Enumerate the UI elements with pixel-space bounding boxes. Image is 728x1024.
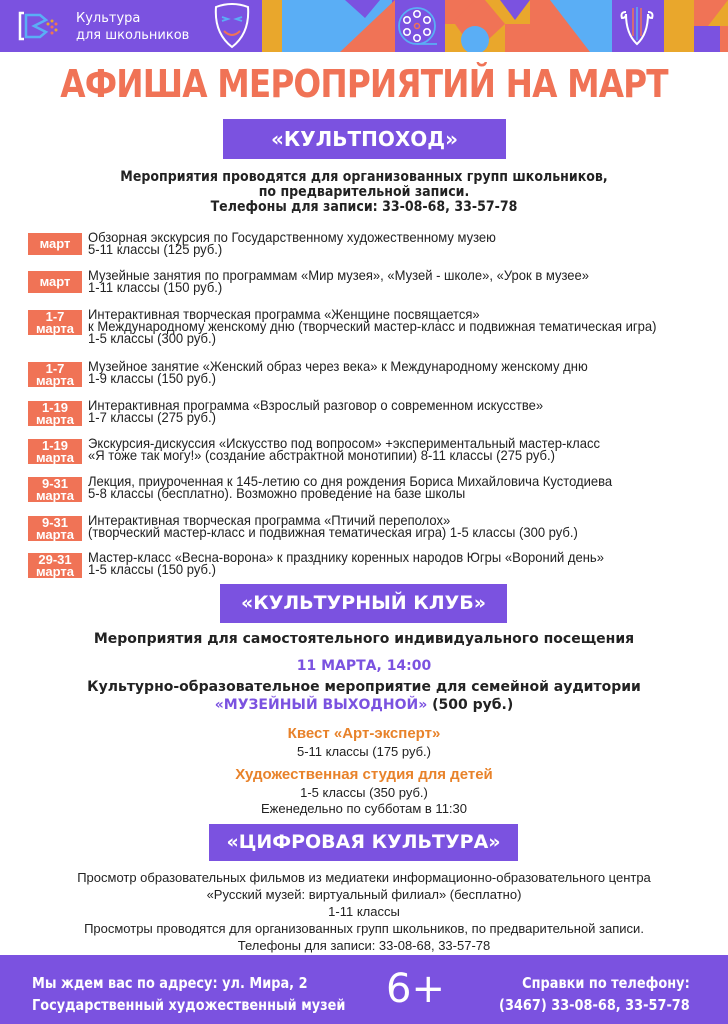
date-month: марта <box>35 411 75 427</box>
section-title-kultpohod: «КУЛЬТПОХОД» <box>223 119 506 159</box>
date-month: марта <box>35 449 75 465</box>
event-line: Лекция, приуроченная к 145-летию со дня рождения Бориса Михайловича Кустодиева <box>88 473 613 489</box>
event-text <box>88 475 612 499</box>
brand-line-1: Культура <box>76 11 141 26</box>
event-line: 5-8 классы (бесплатно). Возможно проведение на базе школы <box>88 485 466 501</box>
film-reel-icon <box>395 4 441 48</box>
date-label: 1-7 <box>45 308 65 324</box>
date-badge <box>28 233 82 255</box>
club-event-price: (500 руб.) <box>427 697 514 713</box>
date-badge <box>28 516 82 541</box>
event-line: Интерактивная творческая программа «Птичий переполох» <box>88 512 451 528</box>
date-month: марта <box>35 320 75 336</box>
quest-title: Квест «Арт-эксперт» <box>287 725 441 742</box>
event-line: Интерактивная программа «Взрослый разговор о современном искусстве» <box>88 397 544 413</box>
event-text <box>88 551 604 575</box>
date-badge <box>28 310 82 335</box>
date-label: март <box>39 274 71 289</box>
logo-icon <box>18 10 62 42</box>
phone-label: Справки по телефону: <box>522 974 690 992</box>
pattern-shape <box>445 0 530 52</box>
pattern-shape <box>530 0 615 52</box>
date-month: марта <box>35 563 75 579</box>
intro-line: по предварительной записи. <box>258 184 470 200</box>
event-text <box>88 308 657 344</box>
page-title: АФИША МЕРОПРИЯТИЙ НА МАРТ <box>60 62 668 106</box>
event-text <box>88 269 589 293</box>
club-event-title <box>0 697 728 713</box>
digital-line: «Русский музей: виртуальный филиал» (бесплатно) <box>206 887 522 902</box>
date-month: марта <box>35 487 75 503</box>
event-text <box>88 399 543 423</box>
digital-line: Телефоны для записи: 33-08-68, 33-57-78 <box>237 938 491 953</box>
club-date: 11 МАРТА, 14:00 <box>296 658 432 674</box>
digital-line: Просмотр образовательных фильмов из медиатеки информационно-образовательного центра <box>77 870 651 885</box>
brand-line-2: для школьников <box>76 28 190 43</box>
event-text <box>88 514 578 538</box>
event-line: 1-9 классы (150 руб.) <box>88 370 216 386</box>
date-month: марта <box>35 526 75 542</box>
header-banner <box>0 0 728 52</box>
event-text <box>88 437 600 461</box>
date-label: 9-31 <box>41 475 69 491</box>
age-rating: 6+ <box>386 966 445 1012</box>
date-badge <box>28 271 82 293</box>
event-line: (творческий мастер-класс и подвижная тематическая игра) 1-5 классы (300 руб.) <box>88 524 578 540</box>
event-line: Мастер-класс «Весна-ворона» к празднику коренных народов Югры «Вороний день» <box>88 549 604 565</box>
address-line: Мы ждем вас по адресу: ул. Мира, 2 <box>32 974 308 992</box>
event-line: Обзорная экскурсия по Государственному художественному музею <box>88 229 496 245</box>
date-label: 1-7 <box>45 360 65 376</box>
event-line: Экскурсия-дискуссия «Искусство под вопросом» +экспериментальный мастер-класс <box>88 435 600 451</box>
intro-line: Мероприятия проводятся для организованных групп школьников, <box>120 169 608 185</box>
pattern-block <box>262 0 282 52</box>
date-badge <box>28 553 82 578</box>
date-badge <box>28 362 82 387</box>
footer-address <box>32 972 345 1016</box>
kultpohod-intro <box>36 170 691 215</box>
theater-mask-icon <box>212 3 252 49</box>
digital-line: 1-11 классы <box>328 904 400 919</box>
event-line: к Международному женскому дню (творческий мастер-класс и подвижная тематическая игра) <box>88 318 657 334</box>
footer-phone <box>499 972 690 1016</box>
section-title-club: «КУЛЬТУРНЫЙ КЛУБ» <box>220 584 507 623</box>
event-line: «Я тоже так могу!» (создание абстрактной монотипии) 8-11 классы (275 руб.) <box>88 447 555 463</box>
event-line: 1-5 классы (300 руб.) <box>88 330 216 346</box>
event-line: Музейные занятия по программам «Мир музея», «Музей - школе», «Урок в музее» <box>88 267 590 283</box>
date-label: март <box>39 236 71 251</box>
event-line: 1-11 классы (150 руб.) <box>88 279 223 295</box>
lyre-icon <box>618 4 656 48</box>
museum-name: Государственный художественный музей <box>32 996 346 1014</box>
footer <box>0 955 728 1024</box>
club-intro: Мероприятия для самостоятельного индивидуального посещения <box>93 631 635 647</box>
digital-description <box>0 869 728 954</box>
event-text <box>88 360 588 384</box>
date-badge <box>28 477 82 502</box>
date-badge <box>28 439 82 464</box>
phone-number: (3467) 33-08-68, 33-57-78 <box>499 996 690 1014</box>
digital-line: Просмотры проводятся для организованных групп школьников, по предварительной записи. <box>84 921 644 936</box>
pattern-shape <box>694 0 728 52</box>
date-month: марта <box>35 372 75 388</box>
date-label: 1-19 <box>41 399 69 415</box>
studio-title: Художественная студия для детей <box>235 766 493 783</box>
event-line: 1-7 классы (275 руб.) <box>88 409 216 425</box>
section-title-digital: «ЦИФРОВАЯ КУЛЬТУРА» <box>209 824 518 861</box>
brand-name <box>76 10 189 44</box>
pattern-block <box>664 0 694 52</box>
date-label: 9-31 <box>41 514 69 530</box>
pattern-shape <box>340 0 395 52</box>
intro-line: Телефоны для записи: 33-08-68, 33-57-78 <box>210 199 518 215</box>
event-line: 5-11 классы (125 руб.) <box>88 241 223 257</box>
event-line: 1-5 классы (150 руб.) <box>88 561 216 577</box>
studio-info: 1-5 классы (350 руб.) <box>300 785 428 800</box>
event-line: Интерактивная творческая программа «Женщине посвящается» <box>88 306 480 322</box>
quest-info: 5-11 классы (175 руб.) <box>296 744 432 759</box>
studio-schedule: Еженедельно по субботам в 11:30 <box>260 801 468 816</box>
event-line: Музейное занятие «Женский образ через века» к Международному женскому дню <box>88 358 588 374</box>
event-text <box>88 231 496 255</box>
club-event-desc: Культурно-образовательное мероприятие для семейной аудитории <box>87 679 641 695</box>
date-label: 1-19 <box>41 437 69 453</box>
date-badge <box>28 401 82 426</box>
date-label: 29-31 <box>38 551 72 567</box>
club-event-name: «МУЗЕЙНЫЙ ВЫХОДНОЙ» <box>214 697 428 713</box>
